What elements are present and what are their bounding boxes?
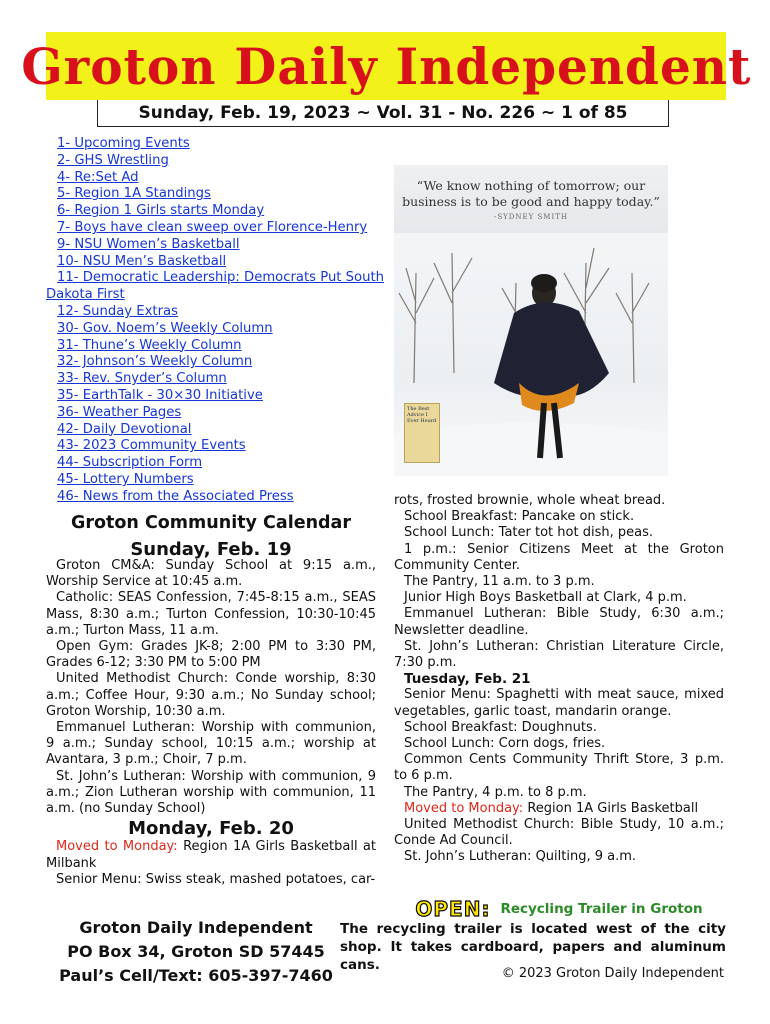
- toc-link[interactable]: 2- GHS Wrestling: [57, 152, 169, 168]
- book-cover: The Best Advice I Ever Heard: [404, 403, 440, 463]
- toc-link[interactable]: 44- Subscription Form: [57, 455, 203, 471]
- quote-line-1: “We know nothing of tomorrow; our: [416, 177, 646, 193]
- toc-link[interactable]: 7- Boys have clean sweep over Florence-Henry: [57, 219, 368, 235]
- calendar-entry: Common Cents Community Thrift Store, 3 p.m. to 6 p.m.: [394, 752, 724, 784]
- calendar-entry: St. John’s Lutheran: Worship with communion, 9 a.m.; Zion Lutheran worship with communion, 11 a.m. (no Sunday School): [46, 768, 376, 817]
- quote-image: [394, 165, 668, 476]
- toc-link[interactable]: 42- Daily Devotional: [57, 421, 192, 437]
- toc-link[interactable]: 45- Lottery Numbers: [57, 471, 194, 487]
- calendar-entry: United Methodist Church: Bible Study, 10 a.m.; Conde Ad Council.: [394, 817, 724, 849]
- calendar-sunday-heading: Sunday, Feb. 19: [130, 539, 292, 560]
- recycling-header: [394, 897, 724, 921]
- toc-link[interactable]: 35- EarthTalk - 30×30 Initiative: [57, 387, 263, 403]
- toc-link[interactable]: 11- Democratic Leadership: Democrats Put South Dakota First: [46, 270, 384, 303]
- calendar-entry: Junior High Boys Basketball at Clark, 4 p.m.: [404, 590, 687, 606]
- calendar-entry-moved: [394, 801, 724, 817]
- calendar-entry: School Breakfast: Pancake on stick.: [404, 509, 635, 525]
- footer-phone: Paul’s Cell/Text: 605-397-7460: [59, 966, 333, 985]
- toc-link[interactable]: 4- Re:Set Ad: [57, 169, 139, 185]
- calendar-entry: Emmanuel Lutheran: Bible Study, 6:30 a.m.; Newsletter deadline.: [394, 606, 724, 638]
- calendar-entry: 1 p.m.: Senior Citizens Meet at the Groton Community Center.: [394, 541, 724, 573]
- footer-po-box: PO Box 34, Groton SD 57445: [67, 942, 325, 961]
- calendar-entry: The Pantry, 4 p.m. to 8 p.m.: [404, 784, 587, 800]
- calendar-left-column: [46, 558, 376, 888]
- footer-address: [46, 916, 346, 988]
- calendar-entry: School Lunch: Tater tot hot dish, peas.: [404, 525, 653, 541]
- calendar-entry: Open Gym: Grades JK-8; 2:00 PM to 3:30 PM, Grades 6-12; 3:30 PM to 5:00 PM: [46, 639, 376, 671]
- moved-text: Region 1A Girls Basketball: [523, 800, 699, 816]
- moved-label: Moved to Monday:: [404, 800, 524, 816]
- toc-link[interactable]: 12- Sunday Extras: [57, 303, 178, 319]
- calendar-entry: The Pantry, 11 a.m. to 3 p.m.: [404, 574, 595, 590]
- toc-link[interactable]: 10- NSU Men’s Basketball: [57, 253, 227, 269]
- calendar-tuesday-heading: Tuesday, Feb. 21: [404, 671, 531, 688]
- calendar-entry: School Breakfast: Doughnuts.: [404, 719, 597, 735]
- copyright: © 2023 Groton Daily Independent: [501, 966, 724, 981]
- dateline: Sunday, Feb. 19, 2023 ~ Vol. 31 - No. 226 ~ 1 of 85: [97, 100, 669, 127]
- calendar-entry: St. John’s Lutheran: Quilting, 9 a.m.: [404, 849, 637, 865]
- footer-name: Groton Daily Independent: [79, 918, 313, 937]
- calendar-entry: School Lunch: Corn dogs, fries.: [404, 736, 606, 752]
- calendar-title: Groton Community Calendar: [70, 513, 352, 533]
- moved-label: Moved to Monday:: [56, 839, 178, 855]
- calendar-entry: Senior Menu: Swiss steak, mashed potatoes, car-: [56, 871, 376, 887]
- recycling-label: Recycling Trailer in Groton: [500, 901, 703, 917]
- toc-link[interactable]: 43- 2023 Community Events: [57, 438, 246, 454]
- toc-link[interactable]: 9- NSU Women’s Basketball: [57, 236, 240, 252]
- table-of-contents: [46, 136, 386, 506]
- calendar-entry: rots, frosted brownie, whole wheat bread.: [394, 493, 666, 508]
- calendar-entry: Senior Menu: Spaghetti with meat sauce, mixed vegetables, garlic toast, mandarin orange.: [394, 687, 724, 719]
- calendar-entry: United Methodist Church: Conde worship, 8:30 a.m.; Coffee Hour, 9:30 a.m.; No Sunday school; Groton Worship, 10:30 a.m.: [46, 671, 376, 719]
- masthead: [20, 32, 752, 100]
- toc-link[interactable]: 30- Gov. Noem’s Weekly Column: [57, 320, 273, 336]
- moved-text: Region 1A Girls Basketball at Milbank: [46, 839, 376, 871]
- toc-link[interactable]: 46- News from the Associated Press: [57, 488, 294, 504]
- calendar-monday-heading: Monday, Feb. 20: [128, 818, 294, 840]
- quote-band: [394, 165, 668, 233]
- toc-link[interactable]: 5- Region 1A Standings: [57, 186, 211, 202]
- masthead-title: Groton Daily Independent: [20, 36, 752, 96]
- quote-line-2: business is to be good and happy today.”: [402, 193, 660, 209]
- calendar-entry: Catholic: SEAS Confession, 7:45-8:15 a.m., SEAS Mass, 8:30 a.m.; Turton Confession, 10:30-10:45 a.m.; Turton Mass, 11 a.m.: [46, 590, 376, 638]
- toc-link[interactable]: 1- Upcoming Events: [57, 136, 190, 151]
- calendar-right-column: [394, 493, 724, 866]
- calendar-entry: Emmanuel Lutheran: Worship with communion, 9 a.m.; Sunday school, 10:15 a.m.; worship at Avantara, 3 p.m.; Choir, 7 p.m.: [46, 720, 376, 768]
- calendar-entry: St. John’s Lutheran: Christian Literature Circle, 7:30 p.m.: [394, 638, 724, 671]
- calendar-entry-moved: [46, 839, 376, 871]
- calendar-entry: Groton CM&A: Sunday School at 9:15 a.m., Worship Service at 10:45 a.m.: [46, 558, 376, 590]
- toc-link[interactable]: 31- Thune’s Weekly Column: [57, 337, 242, 353]
- quote-author: -SYDNEY SMITH: [494, 212, 568, 221]
- toc-link[interactable]: 6- Region 1 Girls starts Monday: [57, 203, 265, 219]
- open-badge: OPEN:: [415, 897, 491, 921]
- toc-link[interactable]: 33- Rev. Snyder’s Column: [57, 371, 227, 387]
- toc-link[interactable]: 36- Weather Pages: [57, 404, 182, 420]
- toc-link[interactable]: 32- Johnson’s Weekly Column: [57, 354, 253, 370]
- recycling-text: The recycling trailer is located west of the city shop. It takes cardboard, papers and aluminum cans.: [340, 921, 726, 973]
